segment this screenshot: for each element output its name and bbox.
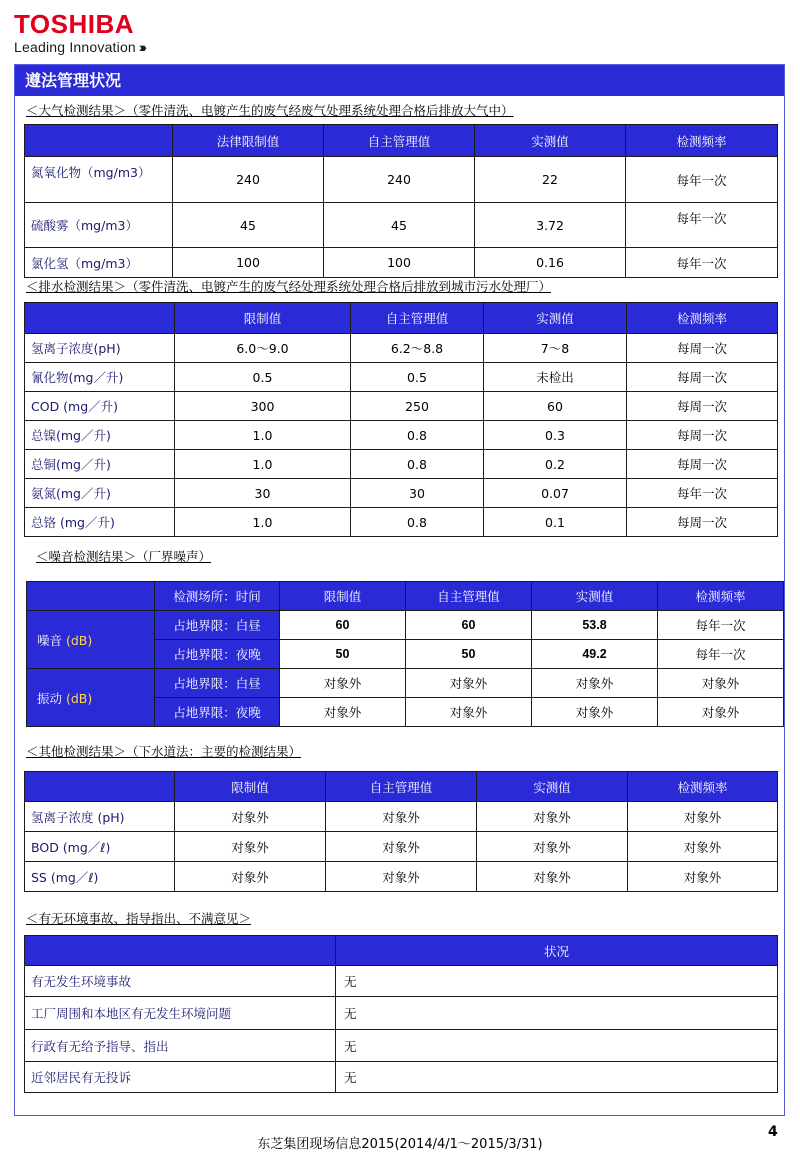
cell-value: 无 [336,1030,778,1062]
cell-value: 100 [324,248,475,278]
table-row [25,802,778,832]
cell-value: 每年一次 [658,611,784,640]
cell-value: 0.5 [175,363,351,392]
table-row [25,421,778,450]
other-table [24,771,778,892]
noise-table [26,581,784,727]
cell-value: 30 [175,479,351,508]
table-row [27,669,784,698]
row-label: 氯化氢（mg/m3） [25,248,173,278]
row-label: 总镍(mg／升) [25,421,175,450]
cell-value: 49.2 [532,640,658,669]
water-header-row [25,303,778,334]
cell-value: 50 [406,640,532,669]
cell-value: 60 [280,611,406,640]
noise-header-measured: 实测值 [532,582,658,611]
air-header-row [25,125,778,157]
group-unit: (dB) [66,690,93,706]
table-row [25,997,778,1030]
cell-value: 60 [484,392,627,421]
cell-value: 240 [324,157,475,203]
water-heading: ＜排水检测结果＞（零件清洗、电镀产生的废气经处理系统处理合格后排放到城市污水处理厂） [26,279,552,294]
cell-value: 1.0 [175,508,351,537]
cell-value: 300 [175,392,351,421]
cell-value: 45 [173,203,324,248]
cell-value: 对象外 [406,669,532,698]
incidents-header-blank [25,936,336,966]
cell-value: 1.0 [175,450,351,479]
cell-value: 250 [351,392,484,421]
other-header-limit: 限制值 [175,772,326,802]
cell-value: 对象外 [628,862,778,892]
noise-header-row [27,582,784,611]
other-header-self-limit: 自主管理值 [326,772,477,802]
cell-value: 对象外 [175,862,326,892]
other-header-row [25,772,778,802]
cell-value: 7～8 [484,334,627,363]
air-heading: ＜大气检测结果＞（零件清洗、电镀产生的废气经废气处理系统处理合格后排放大气中） [26,103,514,118]
cell-value: 53.8 [532,611,658,640]
cell-value: 0.07 [484,479,627,508]
cell-value: 未检出 [484,363,627,392]
cell-value: 对象外 [477,832,628,862]
cell-value: 0.1 [484,508,627,537]
cell-value: 6.0～9.0 [175,334,351,363]
noise-group-label [27,611,155,669]
incidents-header-row [25,936,778,966]
toshiba-logo [14,10,144,56]
cell-value: 对象外 [532,698,658,727]
incidents-heading: ＜有无环境事故、指导指出、不满意见＞ [26,911,252,926]
water-header-blank [25,303,175,334]
tagline-text: Leading Innovation [14,39,136,55]
table-row [25,1030,778,1062]
table-row [25,832,778,862]
water-table [24,302,778,537]
table-row [25,392,778,421]
table-row [25,1062,778,1093]
cell-value: 对象外 [406,698,532,727]
incidents-header-status: 状况 [336,936,778,966]
table-row [25,363,778,392]
other-header-blank [25,772,175,802]
row-label: 工厂周围和本地区有无发生环境问题 [25,997,336,1030]
page-number: 4 [768,1124,778,1140]
row-label: 总铬 (mg／升) [25,508,175,537]
row-label: 行政有无给予指导、指出 [25,1030,336,1062]
cell-value: 240 [173,157,324,203]
noise-heading: ＜噪音检测结果＞（厂界噪声） [36,549,212,564]
air-header-frequency: 检测频率 [626,125,778,157]
cell-value: 对象外 [175,802,326,832]
noise-header-self-limit: 自主管理值 [406,582,532,611]
other-heading: ＜其他检测结果＞（下水道法：主要的检测结果） [26,744,302,759]
row-label: 氨氮(mg／升) [25,479,175,508]
location-time-label: 占地界限：白昼 [155,669,280,698]
brand-tagline [14,38,144,56]
other-header-measured: 实测值 [477,772,628,802]
footer-text: 东芝集团现场信息2015(2014/4/1～2015/3/31) [257,1137,543,1152]
noise-header-frequency: 检测频率 [658,582,784,611]
cell-value: 对象外 [628,802,778,832]
location-time-label: 占地界限：夜晚 [155,698,280,727]
cell-value: 3.72 [475,203,626,248]
cell-value: 1.0 [175,421,351,450]
air-header-blank [25,125,173,157]
table-row [25,862,778,892]
cell-value: 对象外 [532,669,658,698]
group-name: 振动 [37,690,63,706]
row-label: 总铜(mg／升) [25,450,175,479]
row-label: 氢离子浓度 (pH) [25,802,175,832]
cell-value: 对象外 [477,802,628,832]
incidents-table [24,935,778,1093]
table-row [25,450,778,479]
cell-value: 50 [280,640,406,669]
water-header-measured: 实测值 [484,303,627,334]
cell-value: 60 [406,611,532,640]
cell-value: 每周一次 [627,363,778,392]
cell-value: 0.8 [351,508,484,537]
cell-value: 对象外 [326,802,477,832]
cell-value: 对象外 [175,832,326,862]
table-row [25,157,778,203]
cell-value: 对象外 [628,832,778,862]
row-label: 硫酸雾（mg/m3） [25,203,173,248]
air-header-legal-limit: 法律限制值 [173,125,324,157]
row-label: 近邻居民有无投诉 [25,1062,336,1093]
location-time-label: 占地界限：白昼 [155,611,280,640]
cell-value: 0.8 [351,421,484,450]
other-header-frequency: 检测频率 [628,772,778,802]
cell-value: 每周一次 [627,392,778,421]
cell-value: 每年一次 [626,157,778,203]
cell-value: 0.8 [351,450,484,479]
cell-value: 每周一次 [627,508,778,537]
row-label: 氰化物(mg／升) [25,363,175,392]
water-header-limit: 限制值 [175,303,351,334]
cell-value: 6.2～8.8 [351,334,484,363]
row-label: SS (mg／ℓ) [25,862,175,892]
air-header-measured: 实测值 [475,125,626,157]
noise-header-limit: 限制值 [280,582,406,611]
cell-value: 对象外 [477,862,628,892]
cell-value: 对象外 [280,669,406,698]
cell-value: 无 [336,997,778,1030]
cell-value: 每年一次 [658,640,784,669]
cell-value: 每周一次 [627,450,778,479]
air-table [24,124,778,278]
page-title: 遵法管理状况 [15,65,784,96]
cell-value: 每周一次 [627,421,778,450]
water-header-self-limit: 自主管理值 [351,303,484,334]
table-row [25,479,778,508]
cell-value: 每年一次 [626,203,778,248]
cell-value: 22 [475,157,626,203]
group-name: 噪音 [37,632,63,648]
cell-value: 0.2 [484,450,627,479]
table-row [25,203,778,248]
row-label: 有无发生环境事故 [25,966,336,997]
air-header-self-limit: 自主管理值 [324,125,475,157]
table-row [25,248,778,278]
cell-value: 100 [173,248,324,278]
table-row [25,966,778,997]
row-label: COD (mg／升) [25,392,175,421]
row-label: BOD (mg／ℓ) [25,832,175,862]
vibration-group-label [27,669,155,727]
row-label: 氢离子浓度(pH) [25,334,175,363]
cell-value: 0.3 [484,421,627,450]
location-time-label: 占地界限：夜晚 [155,640,280,669]
cell-value: 对象外 [280,698,406,727]
cell-value: 每周一次 [627,334,778,363]
row-label: 氮氧化物（mg/m3） [25,157,173,203]
cell-value: 对象外 [326,862,477,892]
brand-name: TOSHIBA [14,9,135,39]
cell-value: 0.16 [475,248,626,278]
cell-value: 对象外 [326,832,477,862]
cell-value: 无 [336,1062,778,1093]
cell-value: 0.5 [351,363,484,392]
cell-value: 对象外 [658,669,784,698]
noise-header-blank [27,582,155,611]
table-row [27,611,784,640]
table-row [25,508,778,537]
cell-value: 30 [351,479,484,508]
cell-value: 每年一次 [627,479,778,508]
group-unit: (dB) [66,632,93,648]
noise-header-location-time: 检测场所：时间 [155,582,280,611]
cell-value: 对象外 [658,698,784,727]
cell-value: 45 [324,203,475,248]
cell-value: 每年一次 [626,248,778,278]
chevrons-icon: ››› [138,39,144,55]
water-header-frequency: 检测频率 [627,303,778,334]
table-row [25,334,778,363]
cell-value: 无 [336,966,778,997]
